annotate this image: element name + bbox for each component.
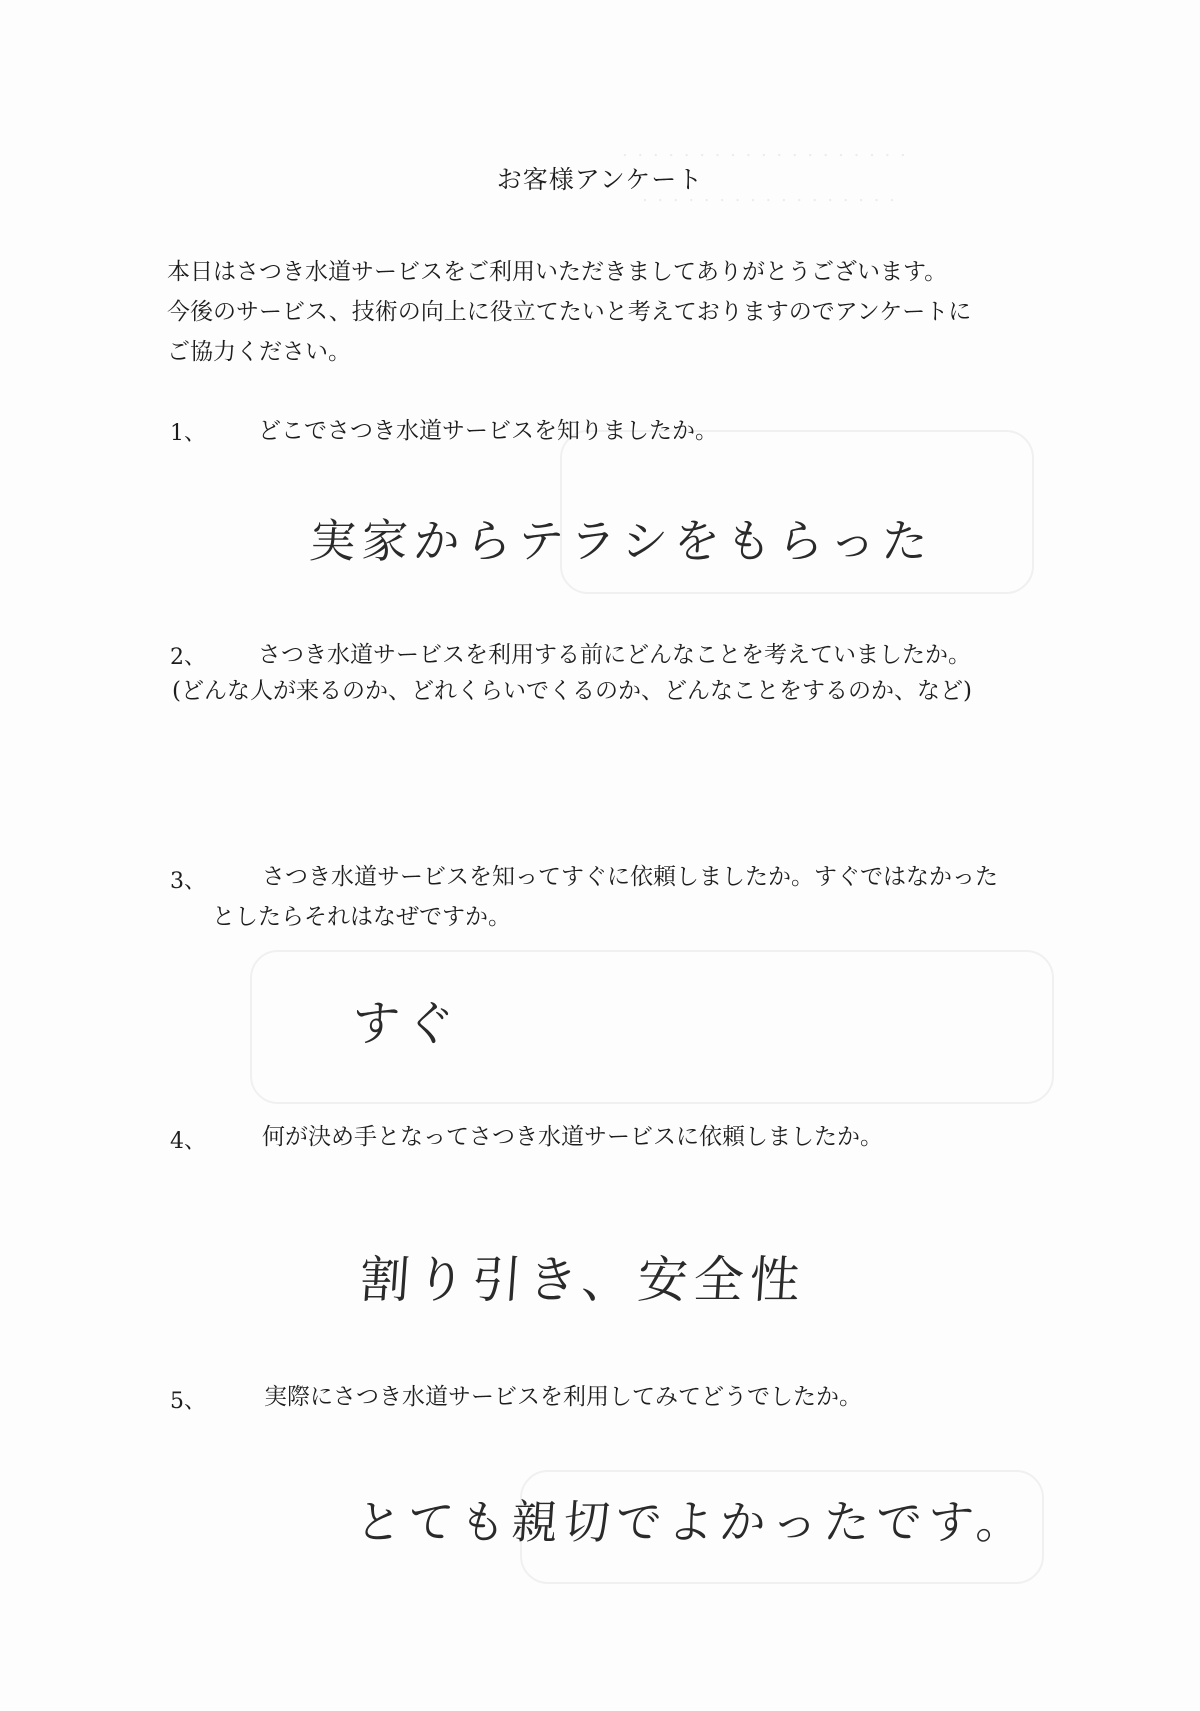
question-1-answer: 実家からテラシをもらった <box>307 514 936 568</box>
question-3-text: さつき水道サービスを知ってすぐに依頼しましたか。すぐではなかった <box>262 864 998 890</box>
question-4-answer: 割り引き、安全性 <box>357 1251 808 1309</box>
question-4-number: 4、 <box>170 1129 206 1154</box>
question-1-number: 1、 <box>170 421 206 446</box>
intro-line: 本日はさつき水道サービスをご利用いただきましてありがとうございます。 <box>167 259 948 285</box>
intro-line: 今後のサービス、技術の向上に役立てたいと考えておりますのでアンケートに <box>167 299 972 325</box>
question-3-subtext: としたらそれはなぜですか。 <box>212 904 511 930</box>
question-3-number: 3、 <box>170 869 206 894</box>
bleed-through-text: . . . . . . . . . . . . . . . . . <box>640 185 895 206</box>
question-2-subtext: (どんな人が来るのか、どれくらいでくるのか、どんなことをするのか、など) <box>172 678 972 704</box>
question-5-text: 実際にさつき水道サービスを利用してみてどうでしたか。 <box>264 1384 862 1410</box>
question-2-text: さつき水道サービスを利用する前にどんなことを考えていましたか。 <box>258 642 971 668</box>
question-2-number: 2、 <box>170 645 206 670</box>
question-3-answer: すぐ <box>349 996 462 1052</box>
bleed-through-text: . . . . . . . . . . . . . . . . . . . <box>620 140 906 161</box>
question-5-number: 5、 <box>170 1389 206 1414</box>
page-title: お客様アンケート <box>496 165 704 194</box>
question-5-answer: とても親切でよかったです。 <box>353 1495 1031 1549</box>
question-4-text: 何が決め手となってさつき水道サービスに依頼しましたか。 <box>262 1124 883 1150</box>
intro-line: ご協力ください。 <box>167 339 351 365</box>
intro-paragraph <box>167 252 1067 372</box>
question-1-text: どこでさつき水道サービスを知りましたか。 <box>258 418 718 444</box>
